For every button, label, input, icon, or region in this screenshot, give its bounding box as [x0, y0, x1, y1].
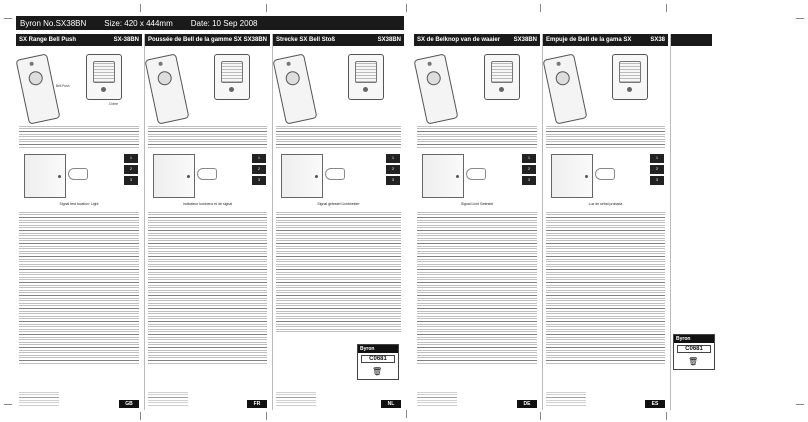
step-icons: 1 2 3	[252, 154, 266, 185]
weee-bin-icon: 🗑	[372, 367, 383, 376]
byron-product-label: Byron C0681 🗑	[357, 344, 399, 380]
bell-push-illustration	[272, 53, 317, 124]
model-number: Byron No.SX38BN	[20, 18, 87, 28]
door-figure	[545, 152, 666, 200]
panel-title-bar	[671, 34, 712, 46]
crop-mark	[540, 412, 541, 420]
address-block	[276, 392, 316, 406]
panel-code: SX38	[650, 37, 665, 43]
language-badge: FR	[247, 400, 267, 408]
figure-caption: Signal Licht Getestet	[460, 202, 494, 206]
figure-caption: Luz de señal probada	[588, 202, 623, 206]
crop-mark	[796, 18, 804, 19]
figure-caption: Signal test location: Light	[59, 202, 99, 206]
print-date: Date: 10 Sep 2008	[190, 18, 258, 28]
chime-illustration	[612, 54, 648, 100]
language-badge: GB	[119, 400, 139, 408]
address-block	[148, 392, 188, 406]
door-figure	[147, 152, 268, 200]
product-figure	[416, 48, 538, 126]
crop-mark	[4, 404, 12, 405]
address-block	[417, 392, 457, 406]
panel-code: SX-38BN	[113, 37, 139, 43]
crop-mark	[140, 412, 141, 420]
panel-title: Strecke SX Bell Stoß	[276, 37, 336, 43]
panel-label-column	[670, 34, 792, 410]
panel-title-bar	[414, 34, 540, 46]
crop-mark	[406, 4, 407, 12]
bell-push-illustration	[15, 53, 60, 124]
crop-mark	[796, 404, 804, 405]
language-badge: DE	[517, 400, 537, 408]
byron-product-label: Byron C0681 🗑	[673, 334, 715, 370]
chime-illustration	[214, 54, 250, 100]
address-block	[546, 392, 586, 406]
crop-mark	[266, 4, 267, 12]
door-figure	[416, 152, 538, 200]
product-figure	[18, 48, 140, 126]
panel-es	[542, 34, 668, 410]
door-figure	[275, 152, 402, 200]
panel-code: SX38BN	[377, 37, 401, 43]
chime-illustration	[86, 54, 122, 100]
panel-fr	[144, 34, 270, 410]
language-badge: NL	[381, 400, 401, 408]
panel-nl	[272, 34, 404, 410]
right-sheet	[414, 34, 792, 410]
panel-title: SX de Belknop van de waaier	[417, 37, 501, 43]
panel-title: SX Range Bell Push	[19, 37, 77, 43]
panel-code: SX38BN	[243, 37, 267, 43]
product-figure	[147, 48, 268, 126]
figure-label: Bell Push	[56, 84, 70, 88]
figure-caption: Signal getestet Lichtmelder	[317, 202, 360, 206]
figure-label: Chime	[108, 102, 118, 106]
panel-title-bar	[273, 34, 404, 46]
step-icons: 1 2 3	[386, 154, 400, 185]
panel-gb	[16, 34, 142, 410]
crop-mark	[666, 412, 667, 420]
bell-push-illustration	[144, 53, 189, 124]
weee-bin-icon: 🗑	[688, 357, 699, 366]
chime-illustration	[348, 54, 384, 100]
figure-caption: Indicateur lumineux et de signal	[182, 202, 233, 206]
chime-illustration	[484, 54, 520, 100]
left-sheet	[16, 34, 404, 410]
step-icons: 1 2 3	[124, 154, 138, 185]
product-figure	[275, 48, 402, 126]
step-icons: 1 2 3	[522, 154, 536, 185]
step-icons: 1 2 3	[650, 154, 664, 185]
bell-push-illustration	[413, 53, 458, 124]
panel-title: Poussée de Bell de la gamme SX	[148, 37, 242, 43]
panel-title: Empuje de Bell de la gama SX	[546, 37, 632, 43]
door-figure	[18, 152, 140, 200]
panel-de	[414, 34, 540, 410]
bell-push-illustration	[542, 53, 587, 124]
panel-title-bar	[543, 34, 668, 46]
address-block	[19, 392, 59, 406]
sheet-size: Size: 420 x 444mm	[104, 18, 173, 28]
crop-mark	[140, 4, 141, 12]
document-header	[16, 16, 404, 30]
product-figure	[545, 48, 666, 126]
panel-title-bar	[16, 34, 142, 46]
crop-mark	[666, 4, 667, 12]
crop-mark	[266, 412, 267, 420]
crop-mark	[540, 4, 541, 12]
crop-mark	[4, 18, 12, 19]
crop-mark	[406, 410, 407, 418]
panel-title-bar	[145, 34, 270, 46]
panel-code: SX38BN	[513, 37, 537, 43]
language-badge: ES	[645, 400, 665, 408]
